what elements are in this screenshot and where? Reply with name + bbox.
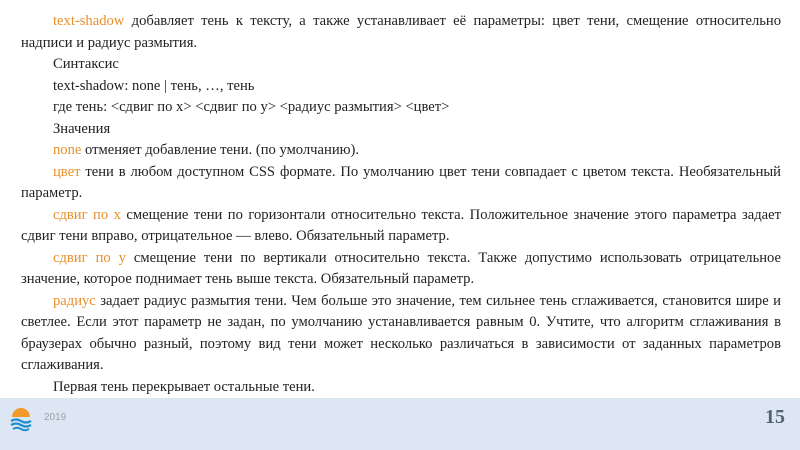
paragraph-shadow-def	[21, 97, 781, 119]
paragraph-text: отменяет добавление тени. (по умолчанию).	[81, 142, 360, 158]
paragraph-syntax	[21, 76, 781, 98]
paragraph-text: Первая тень перекрывает остальные тени.	[53, 378, 315, 395]
paragraph-none	[21, 140, 781, 162]
paragraph-text: задает радиус размытия тени. Чем больше это значение, тем сильнее тень сглаживается, становится шире и светлее. Если этот параметр не задан, по умолчанию устанавливается равным 0. Учтите, что алгоритм сглаживания в браузерах обычно разный, поэтому вид тени может несколько различаться в зависимости от заданных параметров сглаживания.	[21, 292, 781, 373]
keyword: цвет	[53, 163, 81, 180]
sun-wave-logo-icon	[10, 404, 32, 434]
paragraph-text: Значения	[53, 120, 111, 137]
paragraph-text: text-shadow: none | тень, …, тень	[53, 77, 255, 94]
paragraph-color	[21, 162, 781, 205]
paragraph-values-heading	[21, 119, 781, 141]
keyword: радиус	[53, 292, 96, 309]
paragraph-offset-x	[21, 205, 781, 248]
keyword: text-shadow	[53, 13, 125, 29]
paragraph-text: смещение тени по горизонтали относительно текста. Положительное значение этого параметра задает сдвиг тени вправо, отрицательное — влево. Обязательный параметр.	[21, 206, 781, 244]
paragraph-first-shadow	[21, 377, 781, 399]
paragraph-blur-radius	[21, 291, 781, 377]
paragraph-text: Синтаксис	[53, 56, 119, 72]
keyword: сдвиг по y	[53, 249, 126, 266]
page-number: 15	[765, 406, 785, 428]
footer-year: 2019	[44, 412, 67, 423]
paragraph-text: где тень: <сдвиг по x> <сдвиг по y> <радиус размытия> <цвет>	[53, 99, 450, 115]
paragraph-text: смещение тени по вертикали относительно текста. Также допустимо использовать отрицательное значение, которое поднимает тень выше текста. Обязательный параметр.	[21, 249, 781, 287]
paragraph-text-shadow	[21, 11, 781, 54]
paragraph-text: добавляет тень к тексту, а также устанавливает её параметры: цвет тени, смещение относительно надписи и радиус размытия.	[21, 13, 781, 51]
keyword: сдвиг по x	[53, 206, 121, 223]
paragraph-text: тени в любом доступном CSS формате. По умолчанию цвет тени совпадает с цветом текста. Необязательный параметр.	[21, 163, 781, 201]
keyword: none	[53, 142, 82, 158]
slide-footer	[0, 398, 800, 450]
paragraph-syntax-heading	[21, 54, 781, 76]
slide-body	[21, 11, 781, 398]
paragraph-offset-y	[21, 248, 781, 291]
